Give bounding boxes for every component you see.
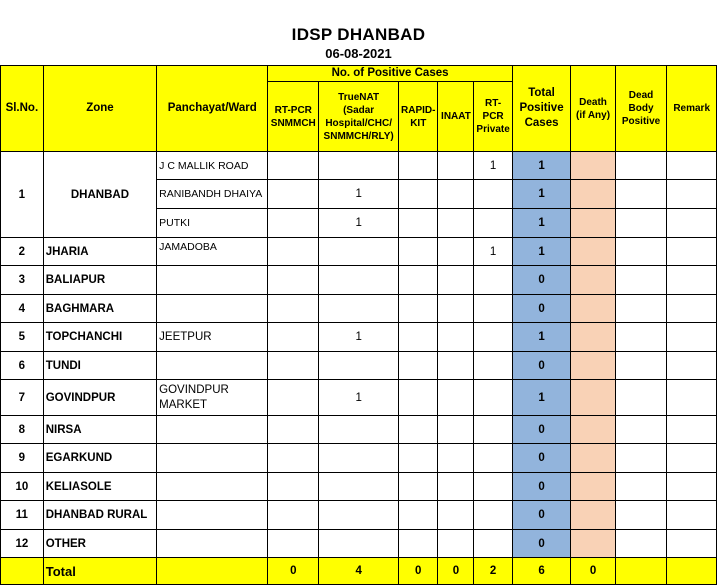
table-row bbox=[1, 238, 717, 266]
inaat-cell bbox=[438, 380, 474, 416]
death-cell bbox=[571, 152, 615, 180]
remark-cell bbox=[667, 209, 717, 238]
rtpcr-private-cell bbox=[474, 180, 512, 209]
inaat-cell bbox=[438, 180, 474, 209]
total-positive-cell: 0 bbox=[512, 444, 571, 473]
inaat-cell bbox=[438, 473, 474, 501]
inaat-cell bbox=[438, 152, 474, 180]
panchayat-cell: JEETPUR bbox=[157, 323, 268, 352]
remark-cell bbox=[667, 473, 717, 501]
truenat-cell bbox=[319, 444, 399, 473]
rtpcr-private-cell bbox=[474, 444, 512, 473]
dead-body-cell bbox=[615, 266, 667, 295]
dead-body-cell bbox=[615, 444, 667, 473]
rtpcr-private-cell bbox=[474, 501, 512, 530]
total-positive-cell: 1 bbox=[512, 180, 571, 209]
total-rtpcr-private: 2 bbox=[474, 558, 512, 585]
rtpcr-snmmch-cell bbox=[268, 152, 319, 180]
remark-cell bbox=[667, 416, 717, 444]
death-cell bbox=[571, 530, 615, 558]
total-sl-cell bbox=[1, 558, 44, 585]
table-row bbox=[1, 416, 717, 444]
death-cell bbox=[571, 352, 615, 380]
remark-cell bbox=[667, 180, 717, 209]
total-row bbox=[1, 558, 717, 585]
dead-body-cell bbox=[615, 501, 667, 530]
rapid-kit-cell bbox=[399, 530, 438, 558]
rapid-kit-cell bbox=[399, 444, 438, 473]
rapid-kit-cell bbox=[399, 473, 438, 501]
panchayat-cell bbox=[157, 266, 268, 295]
rapid-kit-cell bbox=[399, 352, 438, 380]
total-death: 0 bbox=[571, 558, 615, 585]
sl-no-cell: 8 bbox=[1, 416, 44, 444]
inaat-cell bbox=[438, 323, 474, 352]
truenat-cell bbox=[319, 152, 399, 180]
rtpcr-private-cell bbox=[474, 323, 512, 352]
zone-cell: GOVINDPUR bbox=[43, 380, 156, 416]
zone-cell: OTHER bbox=[43, 530, 156, 558]
panchayat-cell: JAMADOBA bbox=[157, 238, 268, 266]
zone-cell: NIRSA bbox=[43, 416, 156, 444]
panchayat-cell bbox=[157, 352, 268, 380]
sl-no-cell: 12 bbox=[1, 530, 44, 558]
report-date: 06-08-2021 bbox=[325, 46, 392, 61]
dead-body-cell bbox=[615, 530, 667, 558]
inaat-cell bbox=[438, 501, 474, 530]
zone-cell: EGARKUND bbox=[43, 444, 156, 473]
remark-cell bbox=[667, 352, 717, 380]
remark-cell bbox=[667, 323, 717, 352]
truenat-cell: 1 bbox=[319, 209, 399, 238]
total-positive-cell: 1 bbox=[512, 238, 571, 266]
dead-body-cell bbox=[615, 380, 667, 416]
total-positive-cell: 0 bbox=[512, 295, 571, 323]
remark-cell bbox=[667, 530, 717, 558]
table-row bbox=[1, 323, 717, 352]
table-row bbox=[1, 352, 717, 380]
panchayat-cell bbox=[157, 473, 268, 501]
dead-body-cell bbox=[615, 180, 667, 209]
rapid-kit-cell bbox=[399, 501, 438, 530]
sl-no-cell: 3 bbox=[1, 266, 44, 295]
sl-no-cell: 6 bbox=[1, 352, 44, 380]
total-positive-cell: 1 bbox=[512, 380, 571, 416]
total-rapid-kit: 0 bbox=[399, 558, 438, 585]
death-cell bbox=[571, 295, 615, 323]
table-row bbox=[1, 501, 717, 530]
zone-cell: JHARIA bbox=[43, 238, 156, 266]
table-row bbox=[1, 380, 717, 416]
death-cell bbox=[571, 416, 615, 444]
rtpcr-private-cell bbox=[474, 352, 512, 380]
zone-cell: DHANBAD RURAL bbox=[43, 501, 156, 530]
total-positive-cell: 1 bbox=[512, 152, 571, 180]
dead-body-cell bbox=[615, 295, 667, 323]
total-positive-cell: 1 bbox=[512, 323, 571, 352]
rapid-kit-cell bbox=[399, 180, 438, 209]
rtpcr-snmmch-cell bbox=[268, 180, 319, 209]
panchayat-cell: PUTKI bbox=[157, 209, 268, 238]
rtpcr-snmmch-cell bbox=[268, 530, 319, 558]
panchayat-cell bbox=[157, 444, 268, 473]
positive-cases-table bbox=[0, 65, 717, 585]
total-positive-cell: 1 bbox=[512, 209, 571, 238]
sl-no-cell: 9 bbox=[1, 444, 44, 473]
zone-cell: TOPCHANCHI bbox=[43, 323, 156, 352]
total-positive-sum: 6 bbox=[512, 558, 571, 585]
rtpcr-private-cell bbox=[474, 530, 512, 558]
remark-cell bbox=[667, 380, 717, 416]
inaat-cell bbox=[438, 266, 474, 295]
total-positive-cell: 0 bbox=[512, 416, 571, 444]
inaat-cell bbox=[438, 209, 474, 238]
rtpcr-snmmch-cell bbox=[268, 380, 319, 416]
total-inaat: 0 bbox=[438, 558, 474, 585]
rapid-kit-cell bbox=[399, 416, 438, 444]
col-header-dead-body: Dead Body Positive bbox=[615, 66, 667, 152]
rtpcr-private-cell: 1 bbox=[474, 152, 512, 180]
inaat-cell bbox=[438, 352, 474, 380]
inaat-cell bbox=[438, 238, 474, 266]
truenat-cell bbox=[319, 352, 399, 380]
rapid-kit-cell bbox=[399, 266, 438, 295]
death-cell bbox=[571, 180, 615, 209]
zone-cell: TUNDI bbox=[43, 352, 156, 380]
col-header-rapid-kit: RAPID- KIT bbox=[399, 82, 438, 152]
rtpcr-snmmch-cell bbox=[268, 295, 319, 323]
sl-no-cell: 1 bbox=[1, 152, 44, 238]
col-header-sl-no: Sl.No. bbox=[1, 66, 44, 152]
rtpcr-snmmch-cell bbox=[268, 209, 319, 238]
sl-no-cell: 10 bbox=[1, 473, 44, 501]
rapid-kit-cell bbox=[399, 238, 438, 266]
table-row bbox=[1, 266, 717, 295]
rtpcr-private-cell bbox=[474, 416, 512, 444]
inaat-cell bbox=[438, 416, 474, 444]
rtpcr-snmmch-cell bbox=[268, 501, 319, 530]
sl-no-cell: 11 bbox=[1, 501, 44, 530]
rtpcr-snmmch-cell bbox=[268, 323, 319, 352]
death-cell bbox=[571, 444, 615, 473]
truenat-cell bbox=[319, 266, 399, 295]
sl-no-cell: 2 bbox=[1, 238, 44, 266]
rtpcr-private-cell bbox=[474, 473, 512, 501]
col-header-rtpcr-private: RT-PCR Private bbox=[474, 82, 512, 152]
zone-cell: BAGHMARA bbox=[43, 295, 156, 323]
remark-cell bbox=[667, 295, 717, 323]
death-cell bbox=[571, 473, 615, 501]
total-positive-cell: 0 bbox=[512, 473, 571, 501]
rapid-kit-cell bbox=[399, 209, 438, 238]
inaat-cell bbox=[438, 530, 474, 558]
col-header-group-positive-cases: No. of Positive Cases bbox=[268, 66, 512, 82]
dead-body-cell bbox=[615, 238, 667, 266]
dead-body-cell bbox=[615, 352, 667, 380]
remark-cell bbox=[667, 152, 717, 180]
total-positive-cell: 0 bbox=[512, 352, 571, 380]
remark-cell bbox=[667, 238, 717, 266]
dead-body-cell bbox=[615, 209, 667, 238]
remark-cell bbox=[667, 501, 717, 530]
total-rtpcr-snmmch: 0 bbox=[268, 558, 319, 585]
table-row bbox=[1, 152, 717, 180]
rtpcr-private-cell bbox=[474, 266, 512, 295]
rapid-kit-cell bbox=[399, 323, 438, 352]
dead-body-cell bbox=[615, 416, 667, 444]
zone-cell: DHANBAD bbox=[43, 152, 156, 238]
panchayat-cell bbox=[157, 501, 268, 530]
zone-cell: KELIASOLE bbox=[43, 473, 156, 501]
truenat-cell: 1 bbox=[319, 323, 399, 352]
col-header-rtpcr-snmmch: RT-PCR SNMMCH bbox=[268, 82, 319, 152]
death-cell bbox=[571, 380, 615, 416]
total-positive-cell: 0 bbox=[512, 266, 571, 295]
col-header-total-positive: Total Positive Cases bbox=[512, 66, 571, 152]
total-truenat: 4 bbox=[319, 558, 399, 585]
col-header-inaat: INAAT bbox=[438, 82, 474, 152]
col-header-death: Death (if Any) bbox=[571, 66, 615, 152]
truenat-cell bbox=[319, 295, 399, 323]
remark-cell bbox=[667, 444, 717, 473]
remark-cell bbox=[667, 266, 717, 295]
death-cell bbox=[571, 209, 615, 238]
dead-body-cell bbox=[615, 323, 667, 352]
rapid-kit-cell bbox=[399, 152, 438, 180]
rapid-kit-cell bbox=[399, 380, 438, 416]
truenat-cell bbox=[319, 416, 399, 444]
rtpcr-private-cell: 1 bbox=[474, 238, 512, 266]
total-positive-cell: 0 bbox=[512, 501, 571, 530]
dead-body-cell bbox=[615, 152, 667, 180]
rtpcr-snmmch-cell bbox=[268, 416, 319, 444]
col-header-remark: Remark bbox=[667, 66, 717, 152]
rtpcr-snmmch-cell bbox=[268, 473, 319, 501]
rtpcr-private-cell bbox=[474, 295, 512, 323]
total-panchayat-cell bbox=[157, 558, 268, 585]
truenat-cell: 1 bbox=[319, 380, 399, 416]
rtpcr-snmmch-cell bbox=[268, 444, 319, 473]
table-row bbox=[1, 530, 717, 558]
rtpcr-private-cell bbox=[474, 380, 512, 416]
zone-cell: BALIAPUR bbox=[43, 266, 156, 295]
truenat-cell: 1 bbox=[319, 180, 399, 209]
total-positive-cell: 0 bbox=[512, 530, 571, 558]
panchayat-cell bbox=[157, 295, 268, 323]
col-header-panchayat: Panchayat/Ward bbox=[157, 66, 268, 152]
death-cell bbox=[571, 501, 615, 530]
panchayat-cell: GOVINDPUR MARKET bbox=[157, 380, 268, 416]
rtpcr-snmmch-cell bbox=[268, 266, 319, 295]
death-cell bbox=[571, 238, 615, 266]
truenat-cell bbox=[319, 238, 399, 266]
truenat-cell bbox=[319, 530, 399, 558]
inaat-cell bbox=[438, 444, 474, 473]
death-cell bbox=[571, 266, 615, 295]
rtpcr-private-cell bbox=[474, 209, 512, 238]
death-cell bbox=[571, 323, 615, 352]
sl-no-cell: 4 bbox=[1, 295, 44, 323]
inaat-cell bbox=[438, 295, 474, 323]
truenat-cell bbox=[319, 501, 399, 530]
truenat-cell bbox=[319, 473, 399, 501]
total-label: Total bbox=[43, 558, 156, 585]
sl-no-cell: 5 bbox=[1, 323, 44, 352]
report-title: IDSP DHANBAD bbox=[291, 25, 426, 44]
table-row bbox=[1, 444, 717, 473]
total-dead-body bbox=[615, 558, 667, 585]
sl-no-cell: 7 bbox=[1, 380, 44, 416]
panchayat-cell: RANIBANDH DHAIYA bbox=[157, 180, 268, 209]
dead-body-cell bbox=[615, 473, 667, 501]
col-header-truenat: TrueNAT (Sadar Hospital/CHC/ SNMMCH/RLY) bbox=[319, 82, 399, 152]
rapid-kit-cell bbox=[399, 295, 438, 323]
panchayat-cell: J C MALLIK ROAD bbox=[157, 152, 268, 180]
table-row bbox=[1, 295, 717, 323]
rtpcr-snmmch-cell bbox=[268, 238, 319, 266]
table-row bbox=[1, 473, 717, 501]
total-remark bbox=[667, 558, 717, 585]
rtpcr-snmmch-cell bbox=[268, 352, 319, 380]
panchayat-cell bbox=[157, 530, 268, 558]
panchayat-cell bbox=[157, 416, 268, 444]
col-header-zone: Zone bbox=[43, 66, 156, 152]
